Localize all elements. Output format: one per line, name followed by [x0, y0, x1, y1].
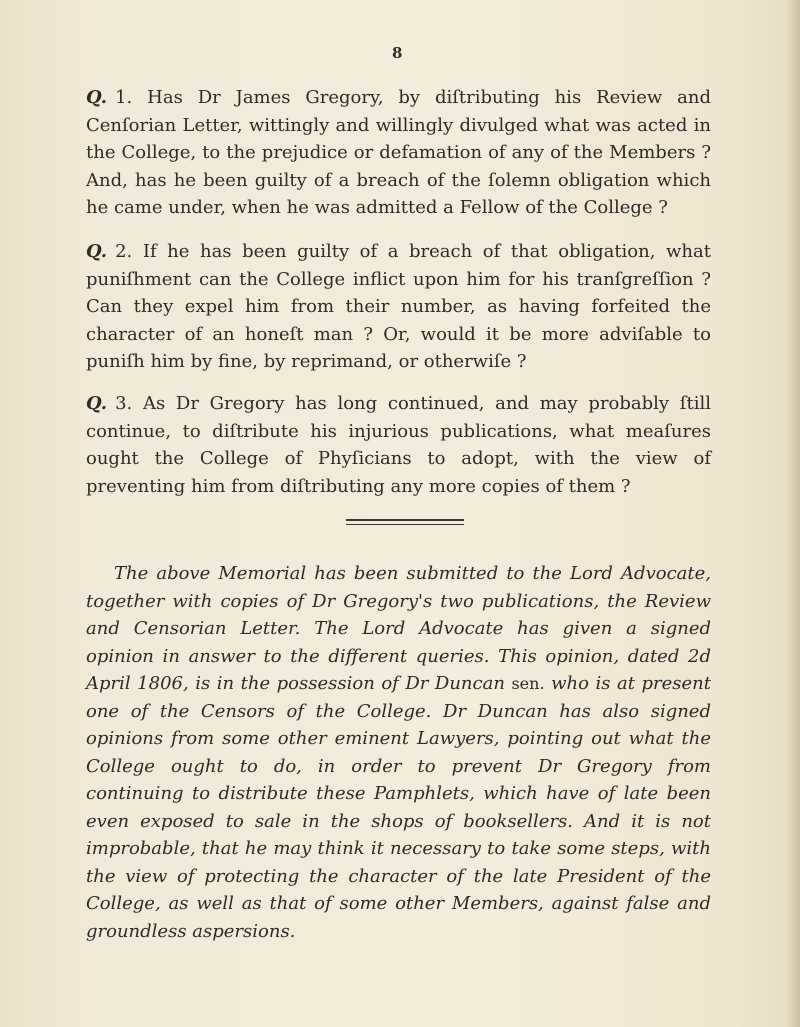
- section-divider-rule: [346, 519, 464, 525]
- query-symbol: Q.: [86, 241, 108, 262]
- query-2: [86, 238, 711, 376]
- memorial-note: [86, 560, 711, 945]
- query-symbol: Q.: [86, 87, 108, 108]
- query-text: As Dr Gregory has long continued, and may probably ſtill continue, to diſtribute his injurious publications, what meaſures ought the College of Phyſicians to adopt, with the view of preventing him from diſtributing any more copies of them ?: [86, 393, 711, 497]
- query-symbol: Q.: [86, 393, 108, 414]
- query-number: 3.: [115, 393, 133, 414]
- query-number: 1.: [115, 87, 133, 108]
- page-edge-shadow: [786, 0, 800, 1027]
- query-3: [86, 390, 711, 500]
- memorial-note-sen: sen.: [511, 674, 545, 693]
- memorial-note-text-2: who is at present one of the Censors of the College. Dr Duncan has also signed opinions from some other eminent Lawyers, pointing out what the College ought to do, in order to prevent Dr Gregory from continuing to distribute these Pamphlets, which have of late been even exposed to sale in the shops of booksellers. And it is not improbable, that he may think it necessary to take some steps, with the view of protecting the character of the late President of the College, as well as that of some other Members, against false and groundless aspersions.: [86, 673, 711, 942]
- query-text: Has Dr James Gregory, by diſtributing his Review and Cenſorian Letter, wittingly and willingly divulged what was acted in the College, to the prejudice or defamation of any of the Members ? And, has he been guilty of a breach of the ſolemn obligation which he came under, when he was admitted a Fellow of the College ?: [86, 87, 711, 218]
- query-number: 2.: [115, 241, 133, 262]
- query-text: If he has been guilty of a breach of that obligation, what puniſhment can the College inflict upon him for his tranſgreſſion ? Can they expel him from their number, as having forfeited the character of an honeſt man ? Or, would it be more adviſable to puniſh him by fine, by reprimand, or otherwiſe ?: [86, 241, 711, 372]
- memorial-note-text-1: The above Memorial has been submitted to the Lord Advocate, together with copies of Dr Gregory's two publications, the Review and Censorian Letter. The Lord Advocate has given a signed opinion in answer to the different queries. This opinion, dated 2d April 1806, is in the possession of Dr Duncan: [86, 563, 711, 694]
- query-1: [86, 84, 711, 222]
- page-number: 8: [392, 44, 403, 62]
